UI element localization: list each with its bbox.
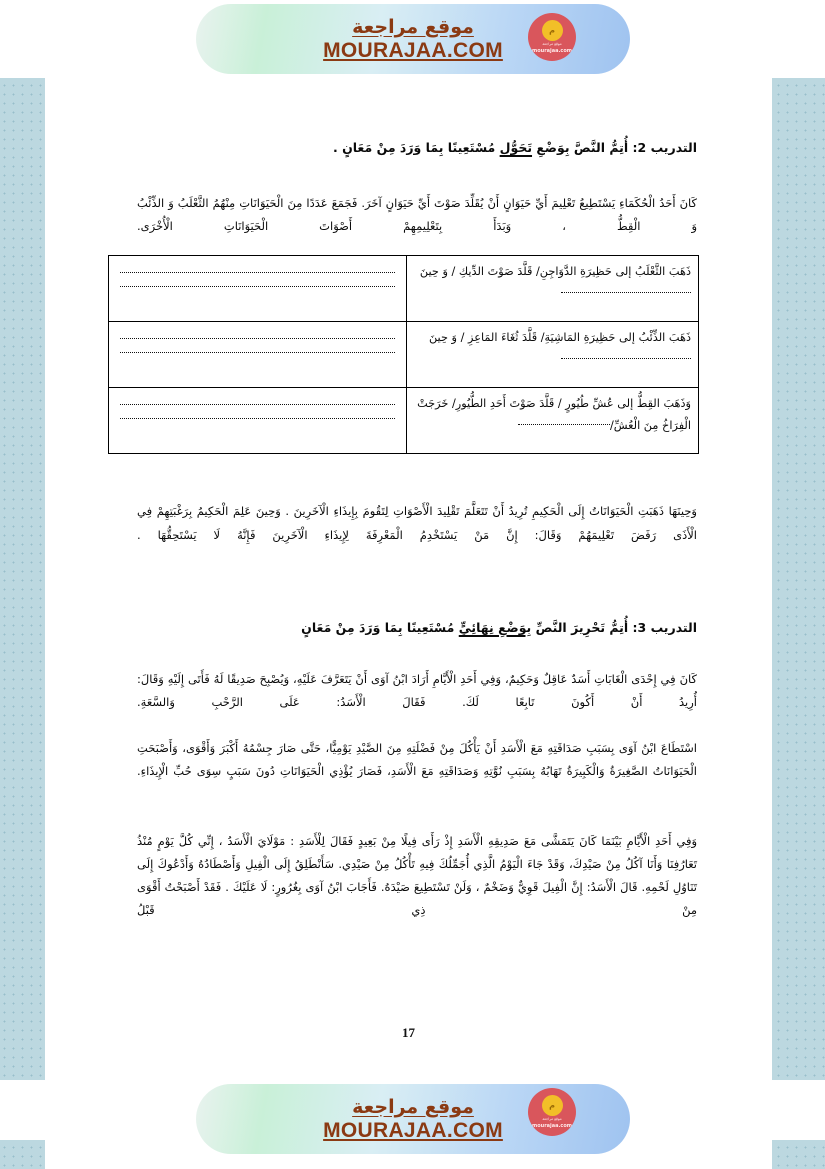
table-row-prompt-text: ذَهَبَ الثَّعْلَبُ إلى حَظِيرَةِ الدَّوَاجِنِ/ قَلَّدَ صَوْتَ الدِّيكِ / وَ حِينَ	[419, 265, 691, 278]
brand-arabic-title: موقع مراجعة	[352, 15, 474, 38]
table-row	[109, 322, 699, 388]
footer-branding-band	[0, 1080, 825, 1140]
logo-disc-icon: م	[542, 1095, 563, 1116]
logo-caption-url: mourajaa.com	[531, 47, 572, 54]
exercise-3-label: التدريب 3	[637, 620, 697, 635]
table-row-prompt	[407, 322, 699, 388]
exercise-2-label: التدريب 2	[637, 140, 697, 155]
brand-url-title[interactable]: MOURAJAA.COM	[323, 1118, 503, 1142]
table-row	[109, 388, 699, 454]
answer-dotted-line[interactable]	[120, 418, 395, 419]
exercise-2-prompt-after: مُسْتَعِينًا بِمَا وَرَدَ مِنْ مَعَانٍ .	[332, 140, 500, 155]
exercise-3-prompt-before: أُتِمُّ تَحْرِيرَ النَّصِّ	[531, 620, 633, 635]
logo-caption-arabic: موقع مراجعة	[542, 41, 562, 46]
table-row-prompt	[407, 256, 699, 322]
table-row-prompt-text: وَذَهَبَ القِطُّ إلى عُشِّ طُيُورٍ / قَلَّدَ صَوْتَ أَحَدِ الطُّيُورِ/ خَرَجَتْ الْفِرَاخُ مِنَ الْعُشِّ/	[417, 397, 691, 433]
table-row-answer[interactable]	[109, 322, 407, 388]
logo-caption-arabic: موقع مراجعة	[542, 1116, 562, 1121]
table-row-prompt-text: ذَهَبَ الذِّئْبُ إلى حَظِيرَةِ المَاشِيَةِ/ قَلَّدَ ثُغَاءَ المَاعِزِ / وَ حِينَ	[428, 331, 691, 344]
answer-dotted-line[interactable]	[120, 352, 395, 353]
exercise-3-paragraph-1: كَانَ فِي إِحْدَى الْغَابَاتِ أَسَدٌ عَاقِلٌ وَحَكِيمٌ، وَفِي أَحَدِ الْأَيَّامِ أَرَادَ ابْنُ آوَى أَنْ يَتَعَرَّفَ عَلَيْهِ، وَيُصْبِحَ صَدِيقًا لَهُ فَأَتَى إِلَيْهِ وَقَالَ: أُرِيدُ أَنْ أَكُونَ تَابِعًا لَكَ. فَقَالَ الْأَسَدُ: عَلَى الرَّحْبِ وَالسَّعَةِ.	[137, 672, 697, 709]
logo-caption-url: mourajaa.com	[531, 1122, 572, 1129]
exercise-2-closing-paragraph: وَحِينَهَا ذَهَبَتِ الْحَيَوَانَاتُ إِلَى الْحَكِيمِ تُرِيدُ أَنْ تَتَعَلَّمَ تَقْلِيدَ الْأَصْوَاتِ لِتَقُومَ بِإِيذَاءِ الْآخَرِينَ . وَحِينَ عَلِمَ الْحَكِيمُ بِرَغْبَتِهِمْ فِي الْأَذَى رَفَضَ تَعْلِيمَهُمْ وَقَالَ: إِنَّ مَنْ يَسْتَخْدِمُ الْمَعْرِفَةَ لِإِيذَاءِ الْآخَرِينَ فَإِنَّهُ لَا يَسْتَحِقُّهَا .	[137, 504, 697, 542]
exercise-3-heading	[137, 618, 697, 638]
mourajaa-logo-icon	[528, 13, 576, 61]
exercise-2-heading	[137, 138, 697, 158]
exercise-3-paragraph-3: وَفِي أَحَدِ الْأَيَّامِ بَيْنَمَا كَانَ يَتَمَشَّى مَعَ صَدِيقِهِ الْأَسَدِ إِذْ رَأَى فِيلًا مِنْ بَعِيدٍ فَقَالَ لِلْأَسَدِ : مَوْلَايَ الْأَسَدُ ، إِنِّي كُلَّ يَوْمٍ مُنْذُ تَعَارُفِنَا وَأَنَا آكُلُ مِنْ صَيْدِكَ، وَقَدْ جَاءَ الْيَوْمُ الَّذِي أُجَمِّلُكَ فِيهِ تَأْكُلُ مِنْ صَيْدِي. سَأَنْطَلِقُ إِلَى الْفِيلِ وَأَصْطَادُهُ وَأَدْعُوكَ إِلَى تَنَاوُلِ لَحْمِهِ. قَالَ الْأَسَدُ: إِنَّ الْفِيلَ قَوِيٌّ وَضَخْمٌ ، وَلَنْ تَسْتَطِيعَ صَيْدَهُ. فَأَجَابَ ابْنُ آوَى بِغُرُورٍ: لَا عَلَيْكَ . فَقَدْ أَصْبَحْتُ أَقْوَى مِنْ ذِي قَبْلُ	[137, 834, 697, 917]
exercise-2-prompt-before: أُتِمُّ النَّصَّ بِوَضْعِ	[532, 140, 633, 155]
answer-dotted-line[interactable]	[120, 272, 395, 273]
table-row-answer[interactable]	[109, 256, 407, 322]
answer-dotted-line[interactable]	[120, 338, 395, 339]
exercise-2-prompt-underlined: تَحَوُّل	[499, 140, 533, 155]
brand-arabic-title: موقع مراجعة	[352, 1095, 474, 1118]
exercise-3-prompt-underlined: بِوَضْعِ نِهَائِيٍّ	[458, 620, 532, 635]
mourajaa-logo-icon	[528, 1088, 576, 1136]
inline-dotted-blank[interactable]	[561, 358, 691, 359]
answer-dotted-line[interactable]	[120, 286, 395, 287]
exercise-3-paragraph-2: اسْتَطَاعَ ابْنُ آوَى بِسَبَبِ صَدَاقَتِهِ مَعَ الْأَسَدِ أَنْ يَأْكُلَ مِنْ فَضْلَتِهِ مِنَ الصَّيْدِ يَوْمِيًّا، حَتَّى صَارَ جِسْمُهُ أَكْبَرَ وَأَقْوَى، وَأَصْبَحَتِ الْحَيَوَانَاتُ الصَّغِيرَةُ وَالْكَبِيرَةُ تَهَابُهُ بِسَبَبِ نُوَّتِهِ وَصَدَاقَتِهِ مَعَ الْأَسَدِ، فَصَارَ يُؤْذِي الْحَيَوَانَاتِ دُونَ سَبَبٍ سِوَى حُبِّ الْإِيذَاءِ.	[137, 741, 697, 778]
document-body	[45, 0, 772, 1169]
exercise-2-body-paragraph: كَانَ أَحَدُ الْحُكَمَاءِ يَسْتَطِيعُ تَعْلِيمَ أَيِّ حَيَوَانٍ أَنْ يُقَلِّدَ صَوْتَ أَيِّ حَيَوَانٍ آخَرَ. فَجَمَعَ عَدَدًا مِنَ الْحَيَوَانَاتِ مِنْهُمُ الثَّعْلَبُ وَ الذِّئْبُ وَ الْقِطُّ ، وَبَدَأَ بِتَعْلِيمِهِمْ أَصْوَاتَ الْحَيَوَانَاتِ الْأُخْرَى.	[137, 196, 697, 233]
logo-disc-icon: م	[542, 20, 563, 41]
answer-dotted-line[interactable]	[120, 404, 395, 405]
table-row-prompt	[407, 388, 699, 454]
inline-dotted-blank[interactable]	[561, 292, 691, 293]
table-row	[109, 256, 699, 322]
exercise-3-prompt-after: مُسْتَعِينًا بِمَا وَرَدَ مِنْ مَعَانٍ	[301, 620, 459, 635]
brand-url-title[interactable]: MOURAJAA.COM	[323, 38, 503, 62]
page-number: 17	[402, 1025, 415, 1040]
table-row-answer[interactable]	[109, 388, 407, 454]
exercise-3-separator: :	[632, 620, 638, 635]
answers-table-body	[109, 256, 699, 454]
header-branding-band	[0, 0, 825, 78]
inline-dotted-blank[interactable]	[518, 424, 610, 425]
exercise-2-separator: :	[632, 140, 638, 155]
answers-table	[108, 255, 699, 454]
